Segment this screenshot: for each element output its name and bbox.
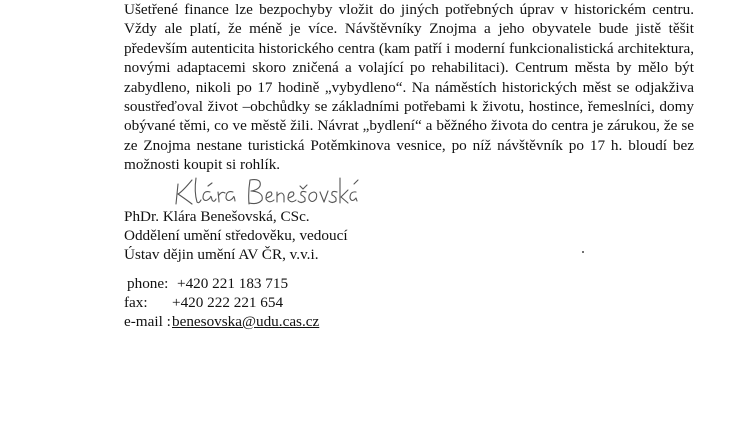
stray-dot (582, 251, 584, 253)
contact-block (124, 274, 319, 331)
author-name: PhDr. Klára Benešovská, CSc. (124, 208, 310, 225)
phone-row (124, 274, 319, 293)
email-row (124, 312, 319, 331)
author-block (124, 207, 348, 264)
email-label: e-mail : (124, 313, 171, 330)
email-link[interactable]: benesovska@udu.cas.cz (172, 313, 320, 330)
phone-number: +420 221 183 715 (177, 275, 289, 292)
letter-paragraph: Ušetřené finance lze bezpochyby vložit do jiných potřebných úprav v historickém centru. Vždy ale platí, že méně je více. Návštěvníky Znojma a jeho obyvatele bude jistě těšit především autenticita historického centra (kam patří i moderní funkcionalistická architektura, novými adaptacemi skoro zničená a volající po rehabilitaci). Centrum města by mělo být zabydleno, nikoli po 17 hodině „vybydleno“. Na náměstích historických měst se odjakživa soustřeďoval život –obchůdky se základními potřebami k životu, hostince, řemeslníci, domy obývané těmi, co ve městě žili. Návrat „bydlení“ a běžného života do centra je zárukou, že se ze Znojma nestane turistická Potěmkinova vesnice, po níž návštěvník po 17 h. bloudí bez možnosti koupit si rohlík. (124, 1, 694, 174)
fax-row (124, 293, 319, 312)
handwritten-signature (170, 170, 360, 212)
phone-label: phone: (127, 275, 169, 292)
signature-drawing (170, 170, 360, 212)
fax-number: +420 222 221 654 (172, 294, 284, 311)
author-department: Oddělení umění středověku, vedoucí (124, 227, 348, 244)
author-institute: Ústav dějin umění AV ČR, v.v.i. (124, 246, 319, 263)
fax-label: fax: (124, 294, 148, 311)
